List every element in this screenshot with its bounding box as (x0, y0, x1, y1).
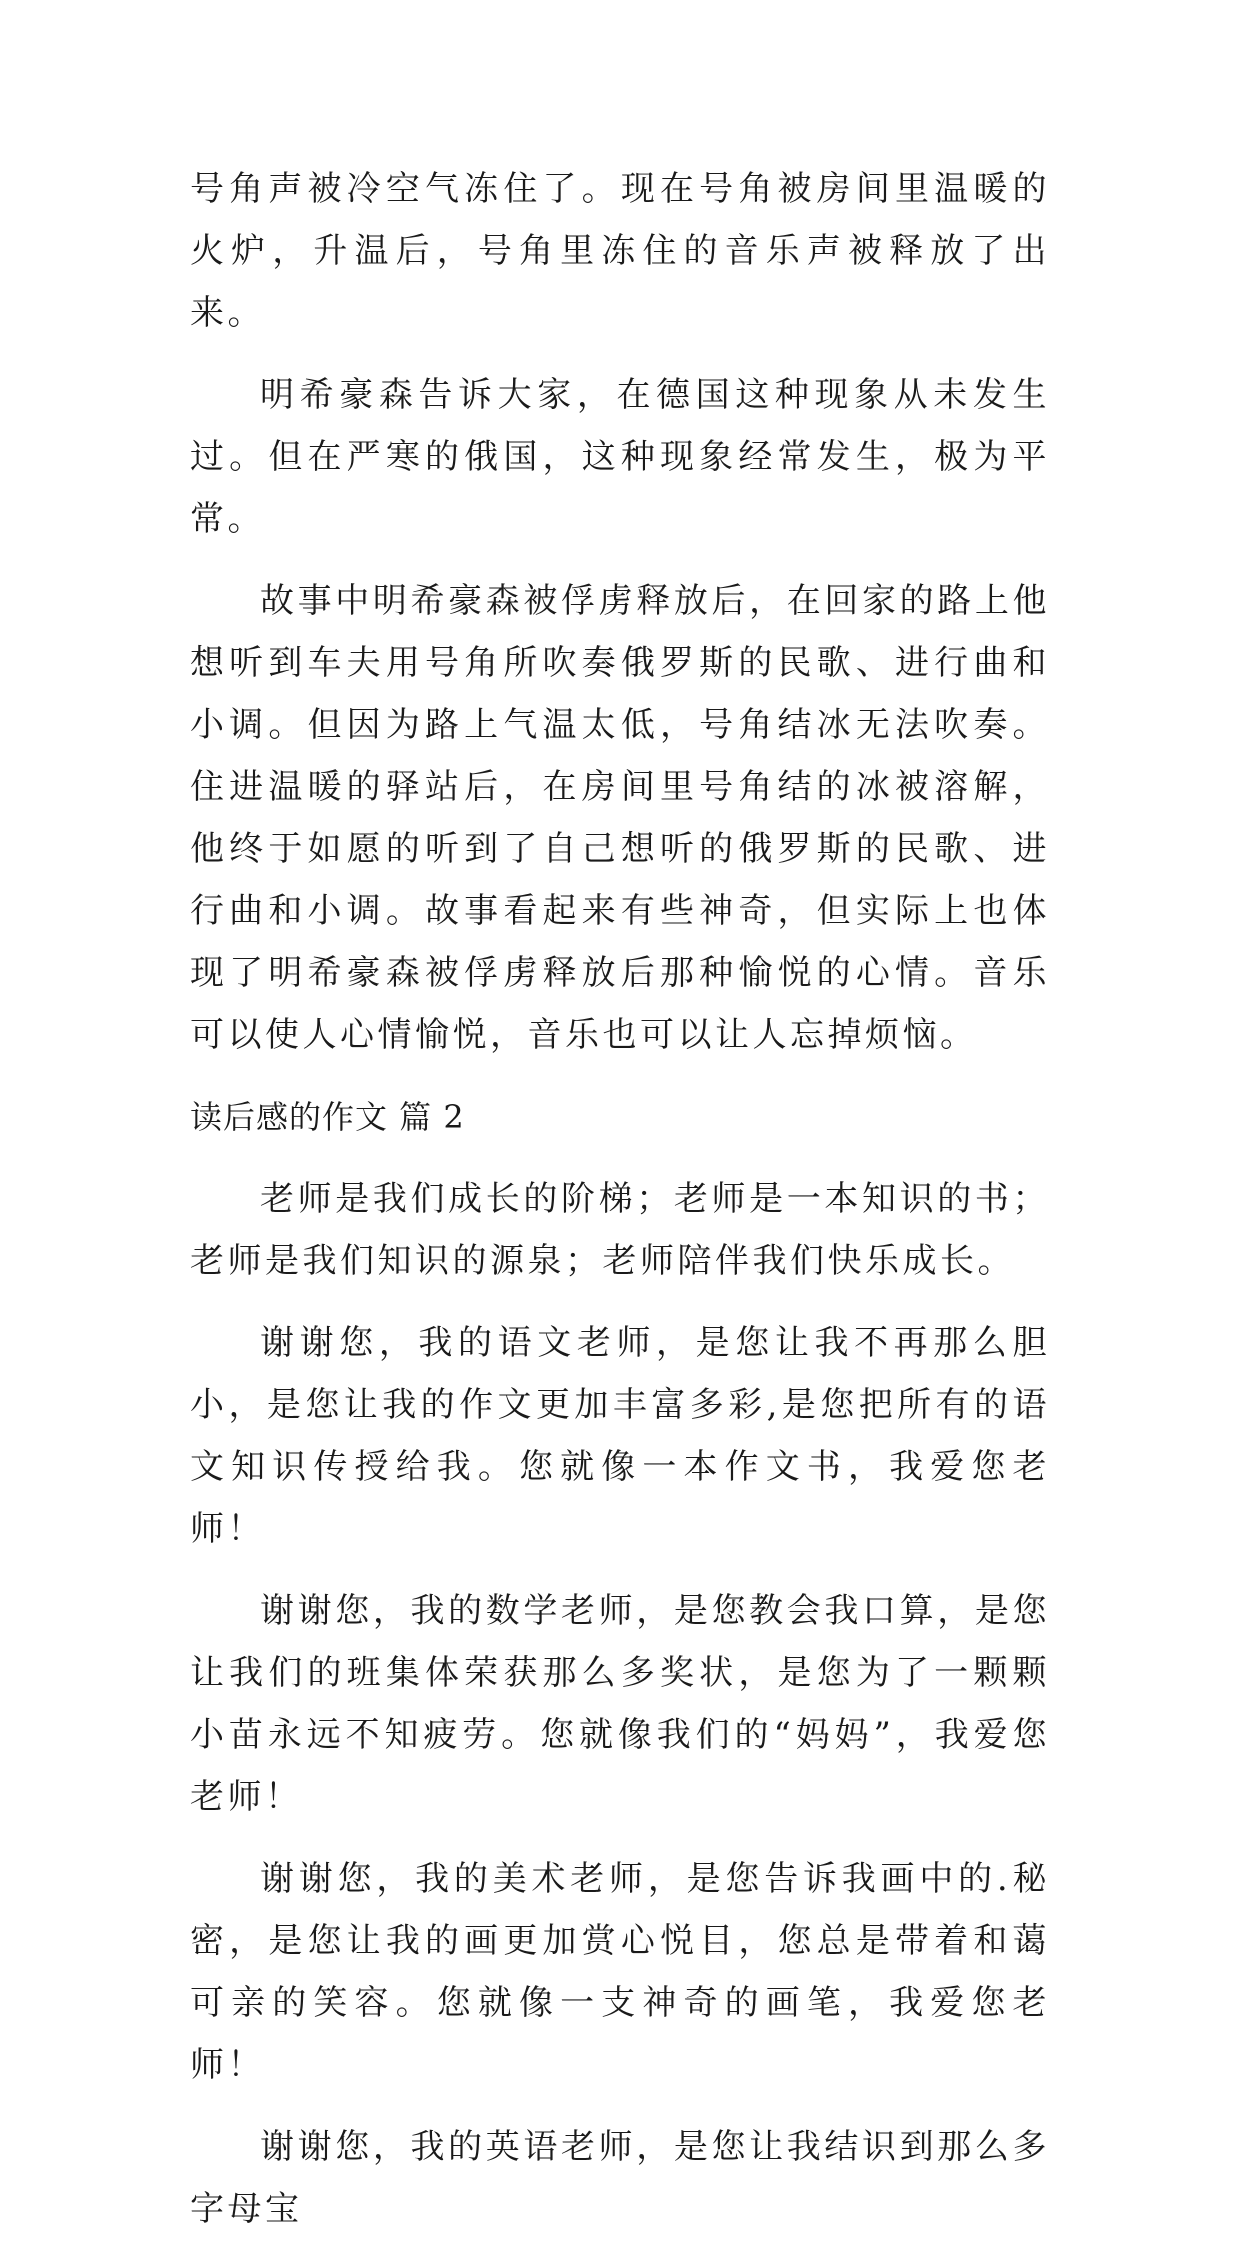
paragraph-math-teacher: 谢谢您，我的数学老师，是您教会我口算，是您让我们的班集体荣获那么多奖状，是您为了一颗颗小苗永远不知疲劳。您就像我们的“妈妈”，我爱您老师！ (190, 1591, 1050, 1817)
paragraph-english-teacher: 谢谢您，我的英语老师，是您让我结识到那么多字母宝 (190, 2127, 1050, 2229)
paragraph-teacher-intro: 老师是我们成长的阶梯；老师是一本知识的书；老师是我们知识的源泉；老师陪伴我们快乐成长。 (190, 1179, 1050, 1281)
paragraph-horn-frozen: 号角声被冷空气冻住了。现在号角被房间里温暖的火炉，升温后，号角里冻住的音乐声被释放了出来。 (190, 169, 1050, 333)
paragraph-story-summary: 故事中明希豪森被俘虏释放后，在回家的路上他想听到车夫用号角所吹奏俄罗斯的民歌、进行曲和小调。但因为路上气温太低，号角结冰无法吹奏。住进温暖的驿站后，在房间里号角结的冰被溶解，他终于如愿的听到了自己想听的俄罗斯的民歌、进行曲和小调。故事看起来有些神奇，但实际上也体现了明希豪森被俘虏释放后那种愉悦的心情。音乐可以使人心情愉悦，音乐也可以让人忘掉烦恼。 (190, 581, 1050, 1055)
paragraph-chinese-teacher: 谢谢您，我的语文老师，是您让我不再那么胆小，是您让我的作文更加丰富多彩,是您把所有的语文知识传授给我。您就像一本作文书，我爱您老师！ (190, 1323, 1050, 1549)
section-heading: 读后感的作文 篇 2 (190, 1098, 465, 1136)
paragraph-art-teacher: 谢谢您，我的美术老师，是您告诉我画中的.秘密，是您让我的画更加赏心悦目，您总是带着和蔼可亲的笑容。您就像一支神奇的画笔，我爱您老师！ (190, 1859, 1050, 2085)
paragraph-germany-russia: 明希豪森告诉大家，在德国这种现象从未发生过。但在严寒的俄国，这种现象经常发生，极为平常。 (190, 375, 1050, 539)
document-body (190, 158, 1050, 2260)
